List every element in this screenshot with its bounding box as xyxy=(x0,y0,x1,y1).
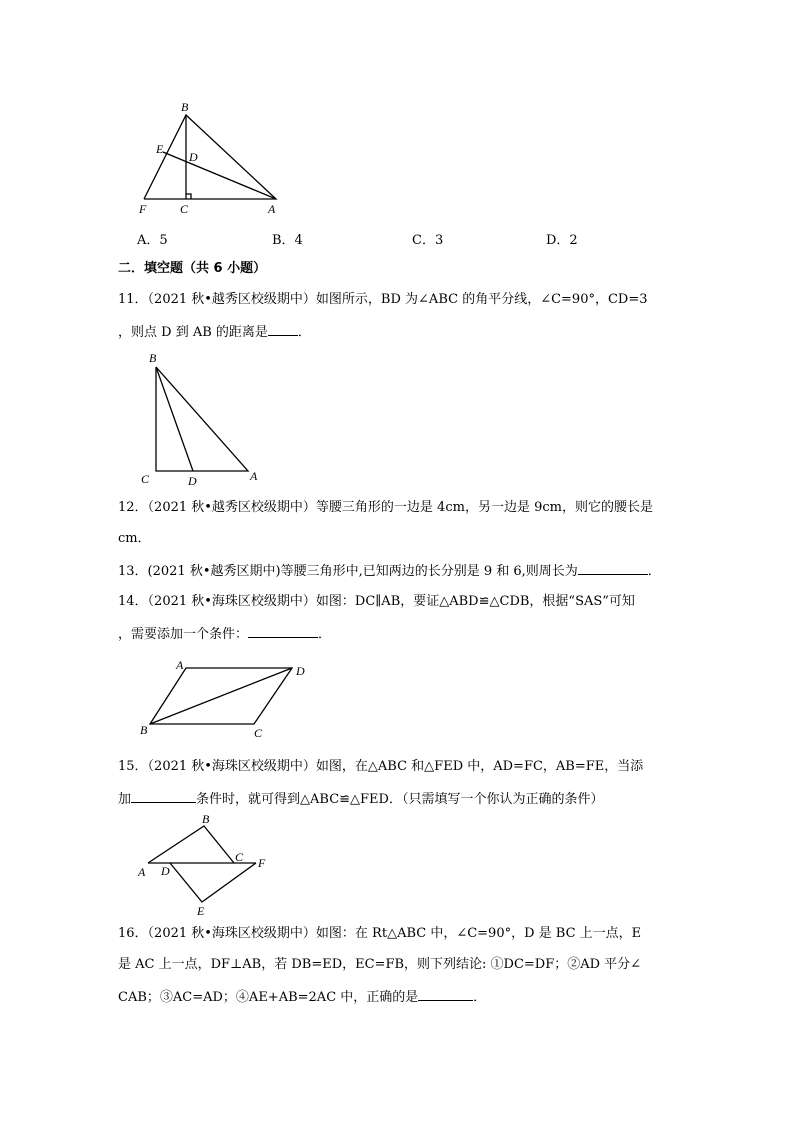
q10-label-b: B xyxy=(181,100,189,114)
q10-option-b: B．4 xyxy=(272,233,303,248)
q14-diagonal-bd xyxy=(150,668,292,724)
section-title: 二．填空题（共 6 小题） xyxy=(118,261,267,276)
q10-option-a: A．5 xyxy=(137,233,168,248)
q14-text: ，需要添加一个条件： xyxy=(118,627,249,642)
q15-line2 xyxy=(118,789,603,809)
q14-answer-blank[interactable] xyxy=(248,624,318,638)
q14-period: ． xyxy=(318,627,332,642)
q15-triangle-abc xyxy=(148,826,234,863)
q15-label-c: C xyxy=(235,850,244,864)
q10-triangle xyxy=(144,115,276,199)
q13-line1 xyxy=(118,561,661,581)
q10-label-e: E xyxy=(156,142,164,156)
q11-label-d: D xyxy=(188,474,197,488)
q14-label-b: B xyxy=(140,723,148,737)
q15-line1: 15．（2021 秋•海珠区校级期中）如图，在△ABC 和△FED 中，AD=FC，AB=FE，当添 xyxy=(118,759,644,774)
q15-text-end: 条件时，就可得到△ABC≌△FED．（只需填写一个你认为正确的条件） xyxy=(196,792,604,807)
q11-period: ． xyxy=(297,325,311,340)
q10-segment-ea xyxy=(163,152,276,199)
q11-figure xyxy=(136,348,266,490)
q11-answer-blank[interactable] xyxy=(268,322,298,336)
q16-line3 xyxy=(118,987,486,1007)
q15-text-start: 加 xyxy=(118,792,132,807)
q10-label-f: F xyxy=(139,202,147,216)
q15-label-f: F xyxy=(258,856,266,870)
q15-label-a: A xyxy=(138,865,146,879)
q14-label-a: A xyxy=(176,658,184,672)
q10-option-d: D．2 xyxy=(546,233,578,248)
q11-label-c: C xyxy=(141,472,150,486)
q16-line2: 是 AC 上一点，DF⊥AB，若 DB=ED，EC=FB，则下列结论: ①DC=DF；②AD 平分∠ xyxy=(118,957,642,972)
q10-options xyxy=(0,229,794,247)
q15-label-e: E xyxy=(197,904,205,918)
q11-line2 xyxy=(118,322,311,342)
q16-line1: 16．（2021 秋•海珠区校级期中）如图：在 Rt△ABC 中，∠C=90°，D 是 BC 上一点，E xyxy=(118,926,642,941)
q15-answer-blank[interactable] xyxy=(131,789,196,803)
q12-line1: 12．（2021 秋•越秀区校级期中）等腰三角形的一边是 4cm，另一边是 9cm，则它的腰长是 xyxy=(118,500,653,515)
q10-right-angle-mark xyxy=(186,194,191,199)
q15-label-b: B xyxy=(202,812,210,826)
q13-period: ． xyxy=(647,564,661,579)
q16-text: CAB；③AC=AD；④AE+AB=2AC 中，正确的是 xyxy=(118,990,419,1005)
q11-text: ，则点 D 到 AB 的距离是 xyxy=(118,325,268,340)
q11-bisector-bd xyxy=(156,367,193,471)
q14-line1: 14．（2021 秋•海珠区校级期中）如图：DC∥AB，要证△ABD≌△CDB，根据“SAS”可知 xyxy=(118,594,635,609)
q15-triangle-fed xyxy=(170,863,256,902)
q10-label-c: C xyxy=(180,202,189,216)
q11-label-b: B xyxy=(149,351,157,365)
q12-line2: cm． xyxy=(118,531,151,546)
q15-figure xyxy=(130,810,280,920)
q11-triangle xyxy=(156,367,248,471)
q14-label-d: D xyxy=(296,664,305,678)
q13-answer-blank[interactable] xyxy=(578,561,648,575)
q10-figure xyxy=(130,96,300,221)
q16-answer-blank[interactable] xyxy=(418,987,473,1001)
q14-label-c: C xyxy=(254,726,263,740)
q11-line1: 11．（2021 秋•越秀区校级期中）如图所示，BD 为∠ABC 的角平分线，∠C=90°，CD=3 xyxy=(118,292,648,307)
q16-period: ． xyxy=(473,990,487,1005)
q15-label-d: D xyxy=(161,864,170,878)
q10-label-d: D xyxy=(189,150,198,164)
q14-line2 xyxy=(118,624,331,644)
q13-text: 13．(2021 秋•越秀区期中)等腰三角形中,已知两边的长分别是 9 和 6,则周长为 xyxy=(118,564,578,579)
q10-label-a: A xyxy=(268,202,276,216)
q10-option-c: C．3 xyxy=(412,233,444,248)
q11-label-a: A xyxy=(250,469,258,483)
q14-figure xyxy=(136,654,316,744)
